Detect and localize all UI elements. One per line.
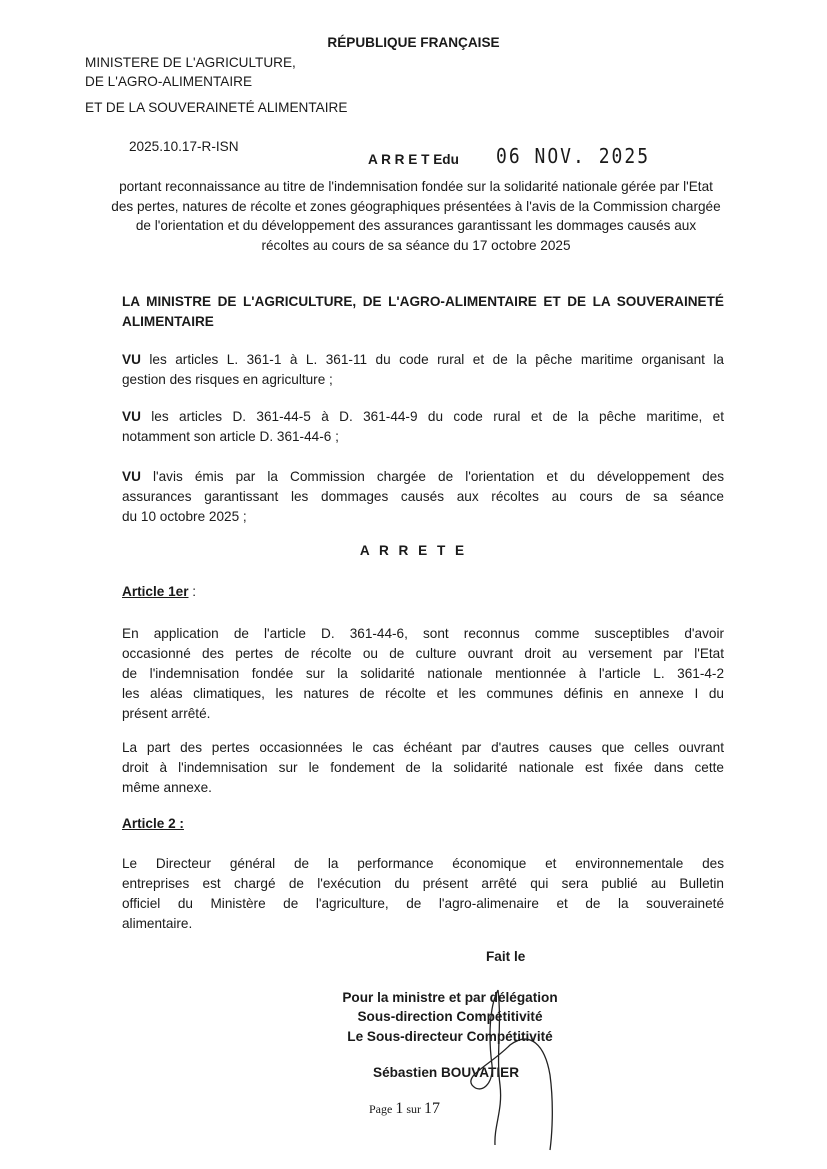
signature-line-2: Sous-direction Compétitivité	[357, 1009, 543, 1025]
text-line: présent arrêté.	[122, 706, 211, 721]
date-stamp: 06 NOV. 2025	[496, 144, 651, 169]
page-sur: sur	[406, 1102, 421, 1116]
article-1-suffix: :	[188, 584, 197, 599]
text-line: notamment son article D. 361-44-6 ;	[122, 429, 339, 444]
article-1-heading	[122, 584, 196, 599]
signatory-name: Sébastien BOUVATIER	[373, 1065, 520, 1080]
text-line: occasionné des pertes de récolte ou de culture ouvrant droit au versement par l'Etat	[122, 646, 724, 661]
text-line: officiel du Ministère de l'agriculture, de l'agro-alimenaire et de la souveraineté	[122, 896, 724, 911]
ministry-line-2: DE L'AGRO-ALIMENTAIRE	[85, 74, 253, 89]
subtitle-line: de l'orientation et du développement des assurances garantissant les dommages causés aux	[135, 218, 697, 233]
text-line: En application de l'article D. 361-44-6, sont reconnus comme susceptibles d'avoir	[122, 626, 724, 641]
page-footer	[369, 1100, 440, 1118]
page-total: 17	[424, 1100, 440, 1117]
signature-line-1: Pour la ministre et par délégation	[342, 990, 558, 1005]
text-line: La part des pertes occasionnées le cas échéant par d'autres causes que celles ouvrant	[122, 740, 724, 755]
visa-1	[122, 350, 724, 390]
republic-heading: RÉPUBLIQUE FRANÇAISE	[327, 35, 500, 50]
vu-label: VU	[122, 352, 141, 367]
article-2-title: Article 2 :	[122, 816, 184, 831]
ministry-line-3: ET DE LA SOUVERAINETÉ ALIMENTAIRE	[85, 100, 348, 115]
visa-3	[122, 467, 724, 527]
text-line: alimentaire.	[122, 916, 193, 931]
article-1-paragraph-1	[122, 624, 724, 724]
arrete-title	[368, 152, 459, 167]
subtitle-line: portant reconnaissance au titre de l'indemnisation fondée sur la solidarité nationale gérée par l'Etat	[119, 179, 713, 194]
text-line: gestion des risques en agriculture ;	[122, 372, 333, 387]
reference-number: 2025.10.17-R-ISN	[129, 139, 239, 154]
handwritten-signature	[450, 985, 570, 1155]
fait-le: Fait le	[486, 949, 526, 964]
text-line: Le Directeur général de la performance économique et environnementale des	[122, 856, 724, 871]
minister-heading	[122, 292, 724, 332]
text-line: ALIMENTAIRE	[122, 314, 214, 329]
text-line: de l'indemnisation fondée sur la solidarité nationale mentionnée à l'article L. 361-4-2	[122, 666, 724, 681]
text-line: même annexe.	[122, 780, 212, 795]
article-2-heading	[122, 816, 184, 831]
page-current: 1	[395, 1100, 404, 1117]
text-line: VU les articles D. 361-44-5 à D. 361-44-9 du code rural et de la pêche maritime, et	[122, 409, 724, 424]
arrete-label: A R R E T E	[368, 152, 443, 167]
signature-line-3: Le Sous-directeur Compétitivité	[347, 1028, 553, 1044]
vu-label: VU	[122, 469, 141, 484]
text-line: LA MINISTRE DE L'AGRICULTURE, DE L'AGRO-ALIMENTAIRE ET DE LA SOUVERAINETÉ	[122, 294, 724, 309]
text-line: entreprises est chargé de l'exécution du présent arrêté qui sera publié au Bulletin	[122, 876, 724, 891]
page-label: Page	[369, 1102, 393, 1116]
du-label: du	[442, 152, 459, 167]
text-line: droit à l'indemnisation sur le fondement de la solidarité nationale est fixée dans cette	[122, 760, 724, 775]
text-line: VU les articles L. 361-1 à L. 361-11 du code rural et de la pêche maritime organisant la	[122, 352, 724, 367]
visa-2	[122, 407, 724, 447]
article-1-paragraph-2	[122, 738, 724, 798]
subtitle-line: des pertes, natures de récolte et zones géographiques présentées à l'avis de la Commission chargée	[111, 198, 721, 214]
arrete-heading: A R R E T E	[359, 543, 468, 558]
vu-label: VU	[122, 409, 141, 424]
subtitle	[80, 177, 752, 255]
subtitle-line: récoltes au cours de sa séance du 17 octobre 2025	[261, 237, 571, 253]
text-line: VU l'avis émis par la Commission chargée de l'orientation et du développement des	[122, 469, 724, 484]
ministry-line-1: MINISTERE DE L'AGRICULTURE,	[85, 55, 296, 70]
article-2-paragraph-1	[122, 854, 724, 934]
article-1-title: Article 1er	[122, 584, 189, 599]
text-line: assurances garantissant les dommages causés aux récoltes au cours de sa séance	[122, 489, 724, 504]
text-line: les aléas climatiques, les natures de récolte et les communes définis en annexe I du	[122, 686, 724, 701]
text-line: du 10 octobre 2025 ;	[122, 509, 247, 524]
